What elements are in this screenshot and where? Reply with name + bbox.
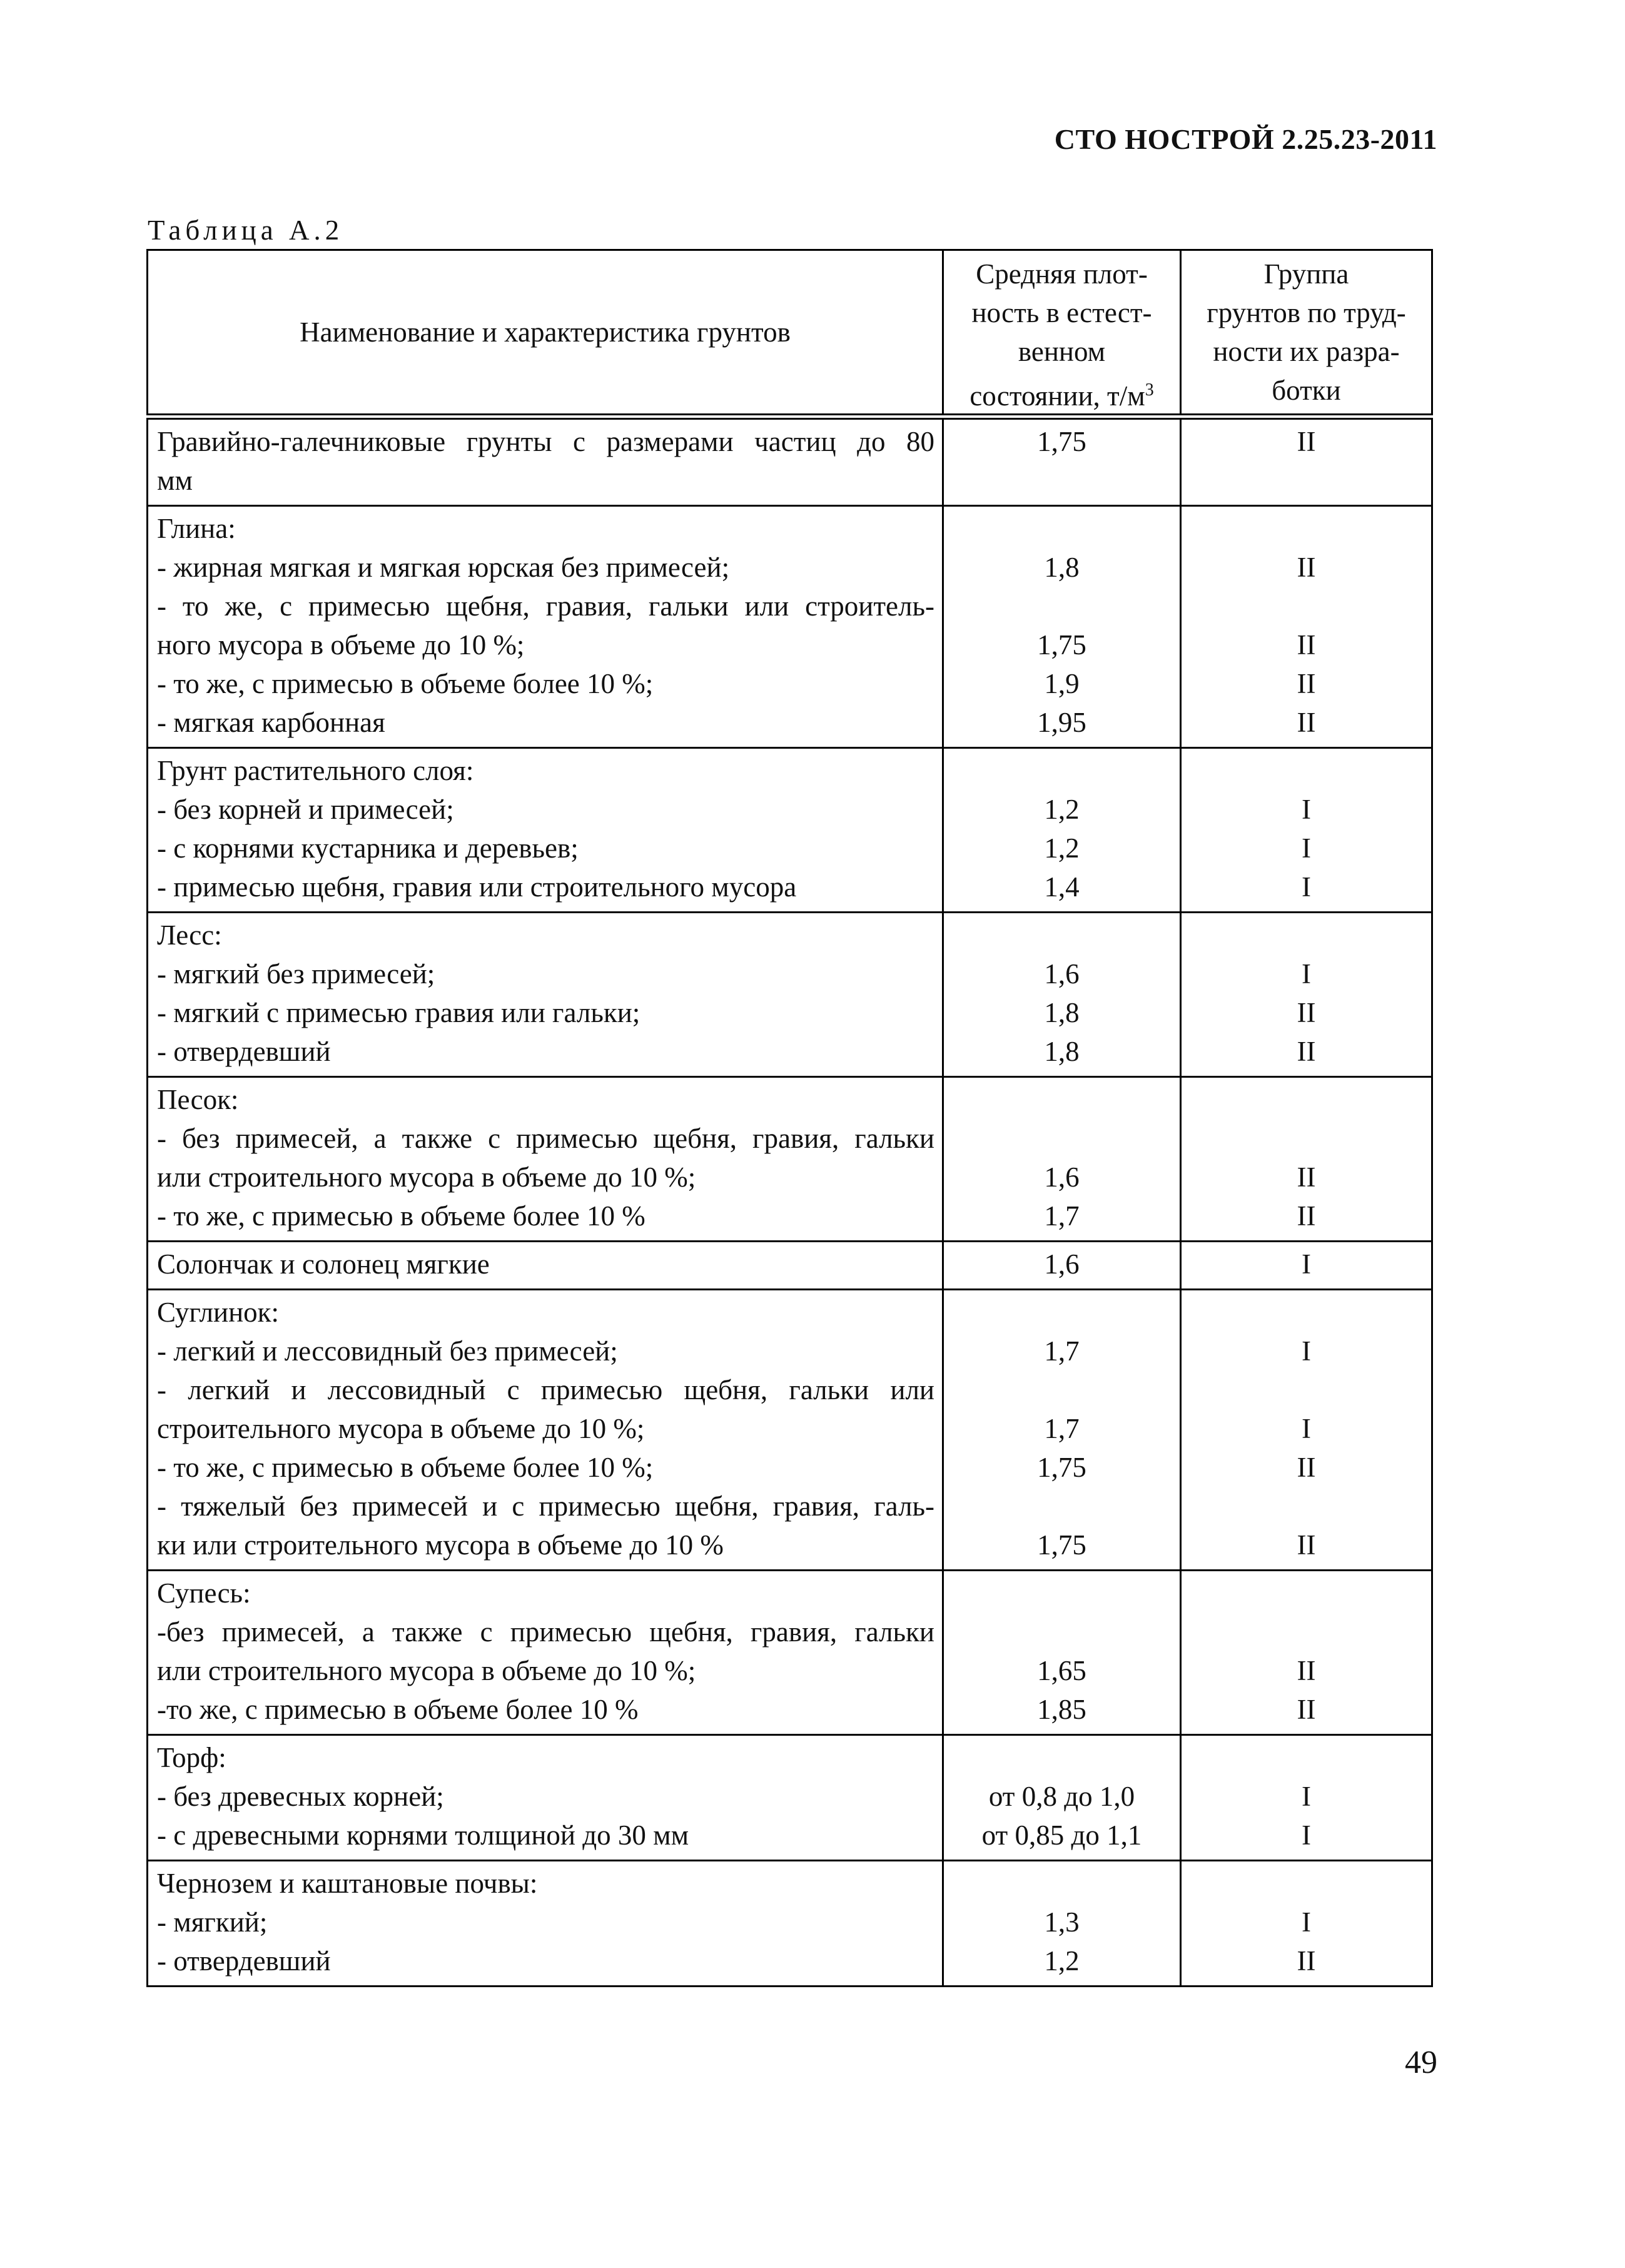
- header-difficulty-group: [1181, 250, 1432, 417]
- soil-name-line: - легкий и лессовидный без примесей;: [157, 1335, 618, 1367]
- density-value: [949, 509, 1175, 548]
- soil-name-line: Гравийно-галечниковые грунты с размерами частиц до 80: [157, 425, 934, 457]
- group-value: I: [1302, 793, 1311, 825]
- group-cell: [1181, 1570, 1432, 1734]
- soil-name-line: ки или строительного мусора в объеме до 10 %: [157, 1529, 724, 1561]
- density-value: [949, 1738, 1175, 1777]
- group-cell: [1181, 1860, 1432, 1986]
- soil-name-line: строительного мусора в объеме до 10 %;: [157, 1412, 645, 1444]
- header-soil-name: Наименование и характеристика грунтов: [148, 250, 943, 417]
- density-value: 1,6: [1044, 958, 1080, 990]
- density-cell: [943, 1860, 1181, 1986]
- density-value: 1,8: [1044, 1035, 1080, 1067]
- group-value: I: [1302, 1906, 1311, 1938]
- soil-table-container: [146, 249, 1431, 1987]
- group-value: [1187, 1487, 1426, 1526]
- header-density-line: ность в естест-: [971, 296, 1152, 328]
- header-group-line: Группа: [1263, 258, 1349, 290]
- density-value: 1,75: [1037, 1529, 1086, 1561]
- soil-name-cell: [148, 747, 943, 912]
- density-value: 1,3: [1044, 1906, 1080, 1938]
- table-row: [148, 1570, 1432, 1734]
- density-value: 1,95: [1037, 706, 1086, 738]
- soil-name-line: - то же, с примесью в объеме более 10 %;: [157, 1451, 654, 1483]
- group-value: [1187, 1738, 1426, 1777]
- group-value: II: [1297, 1529, 1316, 1561]
- header-group-line: ботки: [1272, 374, 1341, 406]
- table-row: [148, 1241, 1432, 1289]
- table-row: [148, 505, 1432, 747]
- group-cell: [1181, 912, 1432, 1076]
- table-row: [148, 1076, 1432, 1241]
- group-value: [1187, 1080, 1426, 1119]
- density-cell: [943, 417, 1181, 506]
- group-value: I: [1302, 1819, 1311, 1851]
- density-cell: [943, 1241, 1181, 1289]
- soil-name-line: мм: [157, 464, 193, 496]
- group-value: [1187, 1612, 1426, 1651]
- soil-name-line: - тяжелый без примесей и с примесью щебня, гравия, галь-: [157, 1490, 934, 1522]
- group-cell: [1181, 505, 1432, 747]
- density-value: 1,2: [1044, 832, 1080, 864]
- soil-name-line: - то же, с примесью в объеме более 10 %: [157, 1200, 645, 1232]
- soil-name-line: или строительного мусора в объеме до 10 %;: [157, 1161, 696, 1193]
- group-value: II: [1297, 1945, 1316, 1977]
- table-row: [148, 1734, 1432, 1860]
- density-value: 1,75: [1037, 1451, 1086, 1483]
- density-value: 1,8: [1044, 551, 1080, 583]
- group-value: I: [1302, 1248, 1311, 1280]
- header-group-line: ности их разра-: [1213, 335, 1400, 367]
- header-density-line: венном: [1018, 335, 1106, 367]
- soil-name-line: Глина:: [157, 512, 236, 544]
- group-value: [1187, 751, 1426, 790]
- density-value: 1,2: [1044, 793, 1080, 825]
- soil-name-line: Торф:: [157, 1741, 226, 1773]
- group-value: II: [1297, 1035, 1316, 1067]
- density-cell: [943, 505, 1181, 747]
- header-density: [943, 250, 1181, 417]
- group-value: II: [1297, 1161, 1316, 1193]
- group-value: II: [1297, 629, 1316, 661]
- table-row: [148, 747, 1432, 912]
- soil-name-cell: [148, 1076, 943, 1241]
- table-row: [148, 1289, 1432, 1570]
- header-group-line: грунтов по труд-: [1207, 296, 1406, 328]
- soil-name-line: - мягкий без примесей;: [157, 958, 435, 990]
- group-cell: [1181, 417, 1432, 506]
- soil-name-line: - то же, с примесью щебня, гравия, гальки или строитель-: [157, 590, 934, 622]
- page-number: 49: [1405, 2045, 1437, 2080]
- soil-name-line: -то же, с примесью в объеме более 10 %: [157, 1693, 639, 1725]
- soil-name-line: - без корней и примесей;: [157, 793, 454, 825]
- density-value: [949, 1293, 1175, 1332]
- group-value: I: [1302, 1335, 1311, 1367]
- density-cell: [943, 1289, 1181, 1570]
- group-value: [1187, 587, 1426, 625]
- soil-name-line: Грунт растительного слоя:: [157, 754, 474, 786]
- soil-name-cell: [148, 912, 943, 1076]
- density-cell: [943, 1734, 1181, 1860]
- group-value: I: [1302, 1412, 1311, 1444]
- group-value: [1187, 509, 1426, 548]
- table-caption: Таблица А.2: [148, 215, 344, 246]
- soil-name-line: - примесью щебня, гравия или строительного мусора: [157, 871, 797, 903]
- header-density-unit: состоянии, т/м: [969, 380, 1145, 412]
- header-density-line: Средняя плот-: [976, 258, 1148, 290]
- group-cell: [1181, 1241, 1432, 1289]
- density-value: [949, 1574, 1175, 1612]
- soil-name-line: Лесс:: [157, 919, 222, 951]
- soil-name-cell: [148, 1860, 943, 1986]
- group-value: II: [1297, 667, 1316, 699]
- soil-name-line: - отвердевший: [157, 1035, 331, 1067]
- soil-name-line: - без древесных корней;: [157, 1780, 444, 1812]
- density-value: от 0,8 до 1,0: [988, 1780, 1135, 1812]
- soil-name-line: или строительного мусора в объеме до 10 %;: [157, 1654, 696, 1686]
- density-value: 1,9: [1044, 667, 1080, 699]
- table-body: [148, 417, 1432, 1987]
- group-value: [1187, 916, 1426, 954]
- density-value: 1,4: [1044, 871, 1080, 903]
- group-value: II: [1297, 996, 1316, 1028]
- density-value: 1,6: [1044, 1248, 1080, 1280]
- table-row: [148, 1860, 1432, 1986]
- document-code: СТО НОСТРОЙ 2.25.23-2011: [1054, 123, 1437, 155]
- density-value: [949, 461, 1175, 500]
- soil-name-line: - легкий и лессовидный с примесью щебня, гальки или: [157, 1374, 934, 1405]
- soil-name-line: - без примесей, а также с примесью щебня, гравия, гальки: [157, 1122, 934, 1154]
- group-value: [1187, 1119, 1426, 1158]
- group-value: II: [1297, 1200, 1316, 1232]
- group-value: II: [1297, 1654, 1316, 1686]
- density-value: [949, 1864, 1175, 1903]
- group-value: [1187, 1370, 1426, 1409]
- density-value: от 0,85 до 1,1: [981, 1819, 1142, 1851]
- soil-name-line: Чернозем и каштановые почвы:: [157, 1867, 538, 1899]
- table-row: [148, 912, 1432, 1076]
- soil-name-line: - мягкий;: [157, 1906, 268, 1938]
- group-value: [1187, 1574, 1426, 1612]
- soil-table: [146, 249, 1433, 1987]
- soil-name-line: - с корнями кустарника и деревьев;: [157, 832, 579, 864]
- group-value: I: [1302, 871, 1311, 903]
- soil-name-line: - то же, с примесью в объеме более 10 %;: [157, 667, 654, 699]
- density-value: [949, 916, 1175, 954]
- group-value: II: [1297, 1451, 1316, 1483]
- density-value: 1,7: [1044, 1200, 1080, 1232]
- density-value: 1,7: [1044, 1412, 1080, 1444]
- soil-name-cell: [148, 1241, 943, 1289]
- density-value: [949, 751, 1175, 790]
- soil-name-line: - мягкий с примесью гравия или гальки;: [157, 996, 640, 1028]
- soil-name-line: Песок:: [157, 1083, 239, 1115]
- header-density-line: [950, 371, 1173, 410]
- density-cell: [943, 1570, 1181, 1734]
- soil-name-cell: [148, 505, 943, 747]
- soil-name-cell: [148, 1570, 943, 1734]
- density-value: 1,2: [1044, 1945, 1080, 1977]
- density-value: 1,8: [1044, 996, 1080, 1028]
- soil-name-cell: [148, 417, 943, 506]
- density-value: [949, 1370, 1175, 1409]
- density-value: [949, 1119, 1175, 1158]
- density-value: 1,6: [1044, 1161, 1080, 1193]
- soil-name-line: - с древесными корнями толщиной до 30 мм: [157, 1819, 689, 1851]
- group-value: [1187, 461, 1426, 500]
- density-value: 1,75: [1037, 425, 1086, 457]
- table-row: [148, 417, 1432, 506]
- group-value: [1187, 1293, 1426, 1332]
- density-value: [949, 1612, 1175, 1651]
- soil-name-line: - жирная мягкая и мягкая юрская без примесей;: [157, 551, 730, 583]
- density-value: [949, 1487, 1175, 1526]
- group-cell: [1181, 1289, 1432, 1570]
- group-cell: [1181, 747, 1432, 912]
- density-cell: [943, 912, 1181, 1076]
- soil-name-line: Солончак и солонец мягкие: [157, 1248, 490, 1280]
- density-cell: [943, 747, 1181, 912]
- soil-name-line: - мягкая карбонная: [157, 706, 385, 738]
- density-value: [949, 587, 1175, 625]
- density-value: 1,65: [1037, 1654, 1086, 1686]
- group-value: II: [1297, 706, 1316, 738]
- soil-name-line: ного мусора в объеме до 10 %;: [157, 629, 525, 661]
- group-value: II: [1297, 1693, 1316, 1725]
- group-value: [1187, 1864, 1426, 1903]
- soil-name-cell: [148, 1289, 943, 1570]
- group-value: II: [1297, 425, 1316, 457]
- table-header: [148, 250, 1432, 417]
- density-value: 1,85: [1037, 1693, 1086, 1725]
- soil-name-line: - отвердевший: [157, 1945, 331, 1977]
- soil-name-line: Суглинок:: [157, 1296, 280, 1328]
- group-cell: [1181, 1076, 1432, 1241]
- density-value: 1,7: [1044, 1335, 1080, 1367]
- group-value: I: [1302, 832, 1311, 864]
- group-value: I: [1302, 958, 1311, 990]
- group-cell: [1181, 1734, 1432, 1860]
- density-value: [949, 1080, 1175, 1119]
- group-value: II: [1297, 551, 1316, 583]
- soil-name-cell: [148, 1734, 943, 1860]
- soil-name-line: Супесь:: [157, 1577, 251, 1609]
- density-cell: [943, 1076, 1181, 1241]
- density-value: 1,75: [1037, 629, 1086, 661]
- header-density-unit-exponent: 3: [1145, 380, 1154, 400]
- soil-name-line: -без примесей, а также с примесью щебня, гравия, гальки: [157, 1616, 934, 1648]
- group-value: I: [1302, 1780, 1311, 1812]
